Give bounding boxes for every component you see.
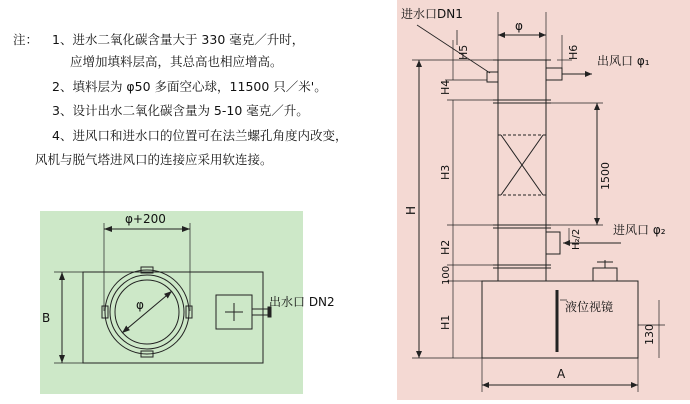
level-gauge-label: 液位视镜 bbox=[565, 300, 614, 314]
plan-diameter-arrow bbox=[122, 291, 172, 333]
dim-130-label: 130 bbox=[643, 324, 656, 345]
air-inlet-pipe bbox=[546, 232, 560, 254]
elevation-view-drawing bbox=[397, 0, 690, 400]
dim-h2-half-label: H₂/2 bbox=[571, 228, 582, 250]
plan-dim-phi: φ bbox=[136, 298, 144, 312]
note-2: 2、填料层为 φ50 多面空心球，11500 只／米'。 bbox=[52, 79, 327, 94]
air-outlet-pipe bbox=[546, 68, 562, 80]
note-prefix: 注： bbox=[13, 32, 39, 47]
note-1-cont: 应增加填料层高，其总高也相应增高。 bbox=[70, 54, 283, 69]
plan-dim-side: B bbox=[42, 311, 51, 325]
dim-H4-label: H4 bbox=[439, 79, 452, 95]
dim-H1-label: H1 bbox=[439, 314, 452, 330]
dim-H5-label: H5 bbox=[457, 44, 470, 60]
plan-view-panel bbox=[40, 211, 335, 394]
note-4-cont: 风机与脱气塔进风口的连接应采用软连接。 bbox=[35, 152, 273, 167]
dim-H-label: H bbox=[404, 205, 418, 215]
plan-dim-top: φ+200 bbox=[125, 212, 166, 226]
base-tank bbox=[482, 281, 638, 358]
dim-H3-label: H3 bbox=[439, 164, 452, 180]
note-3: 3、设计出水二氧化碳含量为 5-10 毫克／升。 bbox=[52, 103, 309, 118]
tower-body bbox=[498, 60, 546, 268]
water-inlet-pipe bbox=[487, 72, 498, 82]
dim-1500-label: 1500 bbox=[599, 162, 612, 190]
dim-H6-label: H6 bbox=[567, 44, 580, 60]
elevation-view-panel bbox=[397, 0, 690, 400]
plan-outlet-label: 出水口 DN2 bbox=[269, 295, 335, 309]
dim-phi-label: φ bbox=[515, 19, 523, 33]
note-4: 4、进风口和进水口的位置可在法兰螺孔角度内改变， bbox=[52, 128, 348, 143]
plan-view-drawing bbox=[40, 211, 335, 394]
note-1: 1、进水二氧化碳含量大于 330 毫克／升时， bbox=[52, 32, 305, 47]
dim-A-label: A bbox=[557, 367, 566, 381]
water-inlet-label: 进水口DN1 bbox=[401, 7, 463, 21]
air-inlet-label: 进风口 φ₂ bbox=[613, 223, 666, 237]
dim-100-label: 100 bbox=[441, 265, 452, 285]
air-outlet-label: 出风口 φ₁ bbox=[597, 54, 650, 68]
dim-H2-label: H2 bbox=[439, 239, 452, 255]
